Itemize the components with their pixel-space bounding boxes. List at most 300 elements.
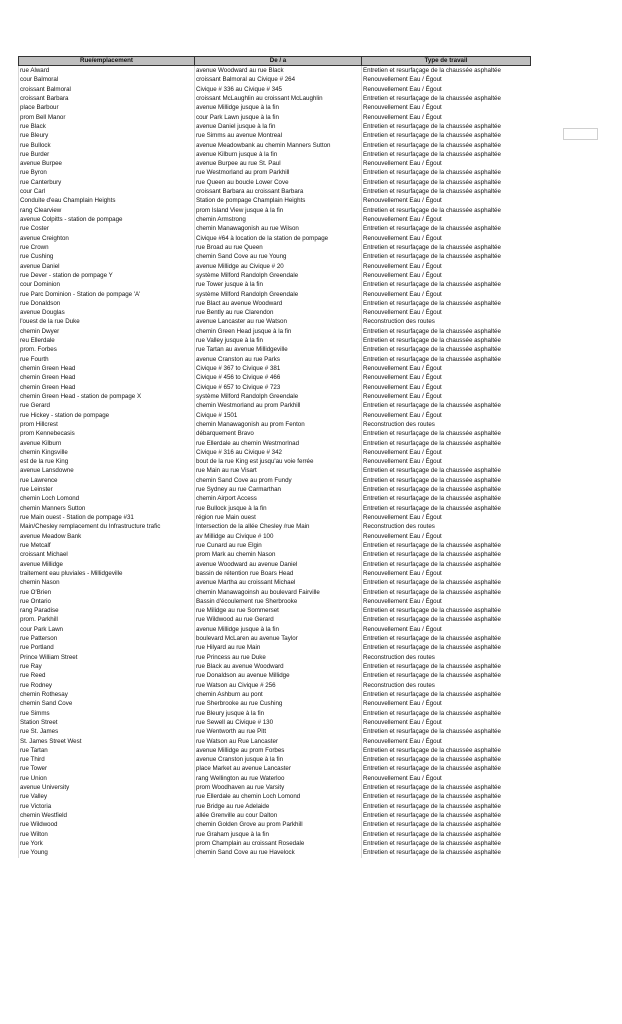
cell-from-to: rue Queen au boucle Lower Cove [195, 178, 362, 187]
table-row [19, 141, 531, 150]
cell-from-to: prom Woodhaven au rue Varsity [195, 783, 362, 792]
table-row [19, 85, 531, 94]
cell-street: chemin Dwyer [19, 327, 195, 336]
cell-work-type: Entretien et resurfaçage de la chaussée asphaltée [362, 150, 531, 159]
cell-from-to: bassin de rétention rue Boars Head [195, 569, 362, 578]
cell-street: rue Union [19, 774, 195, 783]
cell-street: rue Victoria [19, 802, 195, 811]
cell-work-type: Entretien et resurfaçage de la chaussée asphaltée [362, 550, 531, 559]
cell-work-type: Renouvellement Eau / Égout [362, 625, 531, 634]
cell-from-to: chemin Sand Cove au rue Havelock [195, 848, 362, 857]
cell-from-to: chemin Manawagonish au prom Fenton [195, 420, 362, 429]
cell-from-to: allée Grenville au cour Dalton [195, 811, 362, 820]
cell-work-type: Entretien et resurfaçage de la chaussée asphaltée [362, 439, 531, 448]
cell-street: rue Reed [19, 671, 195, 680]
cell-from-to: cour Park Lawn jusque à la fin [195, 113, 362, 122]
table-row [19, 103, 531, 112]
cell-work-type: Renouvellement Eau / Égout [362, 262, 531, 271]
table-row [19, 327, 531, 336]
cell-street: avenue Colpitts - station de pompage [19, 215, 195, 224]
cell-street: rue Coster [19, 224, 195, 233]
table-row [19, 466, 531, 475]
cell-street: rue Donaldson [19, 299, 195, 308]
cell-from-to: rue Sherbrooke au rue Cushing [195, 699, 362, 708]
cell-street: rue Byron [19, 168, 195, 177]
cell-work-type: Renouvellement Eau / Égout [362, 448, 531, 457]
cell-work-type: Entretien et resurfaçage de la chaussée asphaltée [362, 588, 531, 597]
cell-from-to: chemin Green Head jusque à la fin [195, 327, 362, 336]
cell-street: l'ouest de la rue Duke [19, 317, 195, 326]
cell-work-type: Entretien et resurfaçage de la chaussée asphaltée [362, 122, 531, 131]
cell-street: rue Parc Dominion - Station de pompage 'A' [19, 290, 195, 299]
cell-work-type: Reconstruction des routes [362, 317, 531, 326]
cell-street: prom. Parkhill [19, 615, 195, 624]
cell-from-to: avenue Martha au croissant Michael [195, 578, 362, 587]
cell-street: avenue Meadow Bank [19, 532, 195, 541]
cell-street: chemin Green Head [19, 364, 195, 373]
cell-street: rue Lawrence [19, 476, 195, 485]
cell-street: avenue Burpee [19, 159, 195, 168]
table-row [19, 448, 531, 457]
table-row [19, 560, 531, 569]
cell-from-to: système Milford Randolph Greendale [195, 290, 362, 299]
cell-from-to: rue Sewell au Civique # 130 [195, 718, 362, 727]
cell-street: avenue Douglas [19, 308, 195, 317]
table-row [19, 196, 531, 205]
table-row [19, 839, 531, 848]
cell-work-type: Renouvellement Eau / Égout [362, 75, 531, 84]
cell-work-type: Renouvellement Eau / Égout [362, 215, 531, 224]
cell-work-type: Entretien et resurfaçage de la chaussée asphaltée [362, 355, 531, 364]
table-row [19, 485, 531, 494]
table-row [19, 476, 531, 485]
cell-work-type: Renouvellement Eau / Égout [362, 699, 531, 708]
cell-street: rue St. James [19, 727, 195, 736]
table-row [19, 252, 531, 261]
table-row [19, 150, 531, 159]
cell-street: chemin Westfield [19, 811, 195, 820]
cell-from-to: rue Watson au Rue Lancaster [195, 737, 362, 746]
cell-work-type: Entretien et resurfaçage de la chaussée asphaltée [362, 727, 531, 736]
table-row [19, 457, 531, 466]
cell-street: croissant Balmoral [19, 85, 195, 94]
cell-street: Prince William Street [19, 653, 195, 662]
cell-street: chemin Green Head - station de pompage X [19, 392, 195, 401]
table-row [19, 215, 531, 224]
cell-from-to: rue Bently au rue Clarendon [195, 308, 362, 317]
table-row [19, 224, 531, 233]
cell-from-to: croissant Balmoral au Civique # 264 [195, 75, 362, 84]
cell-street: est de la rue King [19, 457, 195, 466]
table-row [19, 746, 531, 755]
cell-from-to: rue Ellerdale au chemin Westmorlnad [195, 439, 362, 448]
cell-street: rue Gerard [19, 401, 195, 410]
cell-from-to: rue Ellerdale au chemin Loch Lomond [195, 792, 362, 801]
cell-work-type: Entretien et resurfaçage de la chaussée asphaltée [362, 178, 531, 187]
cell-street: rue Portland [19, 643, 195, 652]
cell-street: avenue Daniel [19, 262, 195, 271]
cell-street: rue Patterson [19, 634, 195, 643]
table-row [19, 541, 531, 550]
cell-work-type: Entretien et resurfaçage de la chaussée asphaltée [362, 345, 531, 354]
cell-street: rue Young [19, 848, 195, 857]
table-row [19, 168, 531, 177]
table-row [19, 671, 531, 680]
cell-street: croissant Barbara [19, 94, 195, 103]
cell-street: rue Main ouest - Station de pompage #31 [19, 513, 195, 522]
cell-from-to: rue Tower jusque à la fin [195, 280, 362, 289]
table-row [19, 94, 531, 103]
table-row [19, 690, 531, 699]
cell-street: rue Leinster [19, 485, 195, 494]
cell-work-type: Renouvellement Eau / Égout [362, 234, 531, 243]
cell-street: rue Hickey - station de pompage [19, 411, 195, 420]
cell-work-type: Reconstruction des routes [362, 420, 531, 429]
column-header-street: Rue/emplacement [19, 57, 195, 66]
table-row [19, 308, 531, 317]
cell-work-type: Renouvellement Eau / Égout [362, 569, 531, 578]
cell-street: Main/Chesley remplacement du Infrastructure trafic [19, 522, 195, 531]
cell-work-type: Entretien et resurfaçage de la chaussée asphaltée [362, 643, 531, 652]
table-row [19, 588, 531, 597]
table-row [19, 513, 531, 522]
cell-from-to: région rue Main ouest [195, 513, 362, 522]
cell-work-type: Renouvellement Eau / Égout [362, 103, 531, 112]
cell-from-to: rue Simms au avenue Montreal [195, 131, 362, 140]
cell-work-type: Entretien et resurfaçage de la chaussée asphaltée [362, 336, 531, 345]
cell-from-to: avenue Woodward au rue Black [195, 66, 362, 76]
table-header [19, 57, 531, 66]
cell-from-to: rue Watson au Civique # 256 [195, 681, 362, 690]
cell-work-type: Entretien et resurfaçage de la chaussée asphaltée [362, 94, 531, 103]
table-row [19, 625, 531, 634]
table-row [19, 178, 531, 187]
cell-from-to: boulevard McLaren au avenue Taylor [195, 634, 362, 643]
cell-from-to: rue Bleury jusque à la fin [195, 709, 362, 718]
table-row [19, 66, 531, 76]
table-row [19, 113, 531, 122]
cell-street: St. James Street West [19, 737, 195, 746]
cell-work-type: Renouvellement Eau / Égout [362, 373, 531, 382]
cell-work-type: Entretien et resurfaçage de la chaussée asphaltée [362, 792, 531, 801]
cell-street: rue Tartan [19, 746, 195, 755]
table-row [19, 373, 531, 382]
table-row [19, 550, 531, 559]
cell-work-type: Entretien et resurfaçage de la chaussée asphaltée [362, 802, 531, 811]
cell-street: rue Alward [19, 66, 195, 76]
cell-street: rue Wildwood [19, 820, 195, 829]
cell-from-to: Civique # 367 to Civique # 381 [195, 364, 362, 373]
cell-street: rue Burder [19, 150, 195, 159]
cell-from-to: chemin Sand Cove au prom Fundy [195, 476, 362, 485]
table-row [19, 606, 531, 615]
cell-work-type: Entretien et resurfaçage de la chaussée asphaltée [362, 131, 531, 140]
cell-street: rang Clearview [19, 206, 195, 215]
cell-work-type: Entretien et resurfaçage de la chaussée asphaltée [362, 401, 531, 410]
cell-work-type: Reconstruction des routes [362, 681, 531, 690]
table-row [19, 522, 531, 531]
cell-from-to: avenue Cranston jusque à la fin [195, 755, 362, 764]
cell-from-to: avenue Millidge jusque à la fin [195, 103, 362, 112]
cell-work-type: Entretien et resurfaçage de la chaussée asphaltée [362, 634, 531, 643]
cell-street: rue Crown [19, 243, 195, 252]
table-row [19, 411, 531, 420]
cell-street: rue Tower [19, 764, 195, 773]
cell-from-to: rue Milidge au rue Sommerset [195, 606, 362, 615]
cell-from-to: rue Sydney au rue Carmarthan [195, 485, 362, 494]
cell-work-type: Entretien et resurfaçage de la chaussée asphaltée [362, 755, 531, 764]
cell-street: Station Street [19, 718, 195, 727]
table-row [19, 578, 531, 587]
cell-work-type: Reconstruction des routes [362, 653, 531, 662]
cell-street: chemin Nason [19, 578, 195, 587]
cell-from-to: avenue Lancaster au rue Watson [195, 317, 362, 326]
cell-from-to: rang Wellington au rue Waterloo [195, 774, 362, 783]
cell-work-type: Entretien et resurfaçage de la chaussée asphaltée [362, 280, 531, 289]
cell-from-to: rue Cunard au rue Elgin [195, 541, 362, 550]
cell-work-type: Renouvellement Eau / Égout [362, 411, 531, 420]
cell-work-type: Renouvellement Eau / Égout [362, 383, 531, 392]
cell-work-type: Entretien et resurfaçage de la chaussée asphaltée [362, 811, 531, 820]
cell-street: rue Wilton [19, 830, 195, 839]
cell-work-type: Entretien et resurfaçage de la chaussée asphaltée [362, 830, 531, 839]
cell-from-to: rue Valley jusque à la fin [195, 336, 362, 345]
cell-street: cour Balmoral [19, 75, 195, 84]
cell-from-to: système Milford Randolph Greendale [195, 271, 362, 280]
table-row [19, 299, 531, 308]
cell-work-type: Entretien et resurfaçage de la chaussée asphaltée [362, 606, 531, 615]
cell-street: rue Third [19, 755, 195, 764]
cell-street: rue Cushing [19, 252, 195, 261]
cell-work-type: Entretien et resurfaçage de la chaussée asphaltée [362, 168, 531, 177]
cell-from-to: rue Westmorland au prom Parkhill [195, 168, 362, 177]
cell-from-to: Civique #64 à location de la station de pompage [195, 234, 362, 243]
table-row [19, 355, 531, 364]
cell-street: rang Paradise [19, 606, 195, 615]
cell-from-to: rue Main au rue Visart [195, 466, 362, 475]
cell-from-to: Civique # 456 to Civique # 466 [195, 373, 362, 382]
cell-work-type: Entretien et resurfaçage de la chaussée asphaltée [362, 504, 531, 513]
cell-from-to: rue Graham jusque à la fin [195, 830, 362, 839]
cell-work-type: Renouvellement Eau / Égout [362, 159, 531, 168]
table-row [19, 792, 531, 801]
cell-work-type: Renouvellement Eau / Égout [362, 532, 531, 541]
cell-street: rue Dever - station de pompage Y [19, 271, 195, 280]
table-row [19, 429, 531, 438]
cell-work-type: Entretien et resurfaçage de la chaussée asphaltée [362, 494, 531, 503]
cell-from-to: prom Mark au chemin Nason [195, 550, 362, 559]
cell-from-to: chemin Sand Cove au rue Young [195, 252, 362, 261]
cell-work-type: Entretien et resurfaçage de la chaussée asphaltée [362, 485, 531, 494]
cell-from-to: rue Broad au rue Queen [195, 243, 362, 252]
cell-work-type: Renouvellement Eau / Égout [362, 392, 531, 401]
cell-work-type: Entretien et resurfaçage de la chaussée asphaltée [362, 560, 531, 569]
table-row [19, 802, 531, 811]
cell-work-type: Renouvellement Eau / Égout [362, 513, 531, 522]
table-row [19, 532, 531, 541]
table-row [19, 755, 531, 764]
cell-work-type: Entretien et resurfaçage de la chaussée asphaltée [362, 327, 531, 336]
cell-street: Conduite d'eau Champlain Heights [19, 196, 195, 205]
cell-work-type: Renouvellement Eau / Égout [362, 85, 531, 94]
table-row [19, 764, 531, 773]
work-schedule-table [18, 56, 531, 858]
cell-from-to: croissant Barbara au croissant Barbara [195, 187, 362, 196]
cell-from-to: avenue Woodward au avenue Daniel [195, 560, 362, 569]
cell-from-to: avenue Millidge jusque à la fin [195, 625, 362, 634]
cell-from-to: Station de pompage Champlain Heights [195, 196, 362, 205]
cell-street: rue Black [19, 122, 195, 131]
cell-street: rue Canterbury [19, 178, 195, 187]
cell-from-to: prom Champlain au croissant Rosedale [195, 839, 362, 848]
cell-from-to: Bassin d'écoulement rue Sherbrooke [195, 597, 362, 606]
cell-work-type: Entretien et resurfaçage de la chaussée asphaltée [362, 224, 531, 233]
cell-work-type: Renouvellement Eau / Égout [362, 597, 531, 606]
table-body [19, 66, 531, 858]
cell-from-to: rue Wentworth au rue Pitt [195, 727, 362, 736]
cell-work-type: Entretien et resurfaçage de la chaussée asphaltée [362, 541, 531, 550]
cell-street: chemin Sand Cove [19, 699, 195, 708]
table-row [19, 364, 531, 373]
cell-from-to: chemin Ashburn au pont [195, 690, 362, 699]
cell-work-type: Entretien et resurfaçage de la chaussée asphaltée [362, 615, 531, 624]
table-row [19, 280, 531, 289]
cell-work-type: Renouvellement Eau / Égout [362, 364, 531, 373]
cell-from-to: chemin Airport Access [195, 494, 362, 503]
cell-from-to: avenue Daniel jusque à la fin [195, 122, 362, 131]
cell-street: cour Park Lawn [19, 625, 195, 634]
cell-street: rue York [19, 839, 195, 848]
cell-work-type: Renouvellement Eau / Égout [362, 718, 531, 727]
table-row [19, 317, 531, 326]
cell-street: chemin Kingsville [19, 448, 195, 457]
table-row [19, 131, 531, 140]
cell-from-to: rue Princess au rue Duke [195, 653, 362, 662]
table-row [19, 811, 531, 820]
cell-from-to: Civique # 1501 [195, 411, 362, 420]
cell-from-to: rue Bridge au rue Adelaide [195, 802, 362, 811]
cell-work-type: Entretien et resurfaçage de la chaussée asphaltée [362, 141, 531, 150]
cell-work-type: Entretien et resurfaçage de la chaussée asphaltée [362, 578, 531, 587]
cell-from-to: avenue Burpee au rue St. Paul [195, 159, 362, 168]
cell-street: avenue University [19, 783, 195, 792]
cell-from-to: avenue Kilburn jusque à la fin [195, 150, 362, 159]
table-row [19, 383, 531, 392]
table-row [19, 727, 531, 736]
table-row [19, 290, 531, 299]
cell-work-type: Renouvellement Eau / Égout [362, 196, 531, 205]
cell-street: chemin Rothesay [19, 690, 195, 699]
table-row [19, 718, 531, 727]
table-row [19, 615, 531, 624]
cell-work-type: Renouvellement Eau / Égout [362, 737, 531, 746]
cell-work-type: Entretien et resurfaçage de la chaussée asphaltée [362, 764, 531, 773]
table-row [19, 187, 531, 196]
cell-from-to: place Market au avenue Lancaster [195, 764, 362, 773]
cell-work-type: Renouvellement Eau / Égout [362, 457, 531, 466]
cell-from-to: av Millidge au Civique # 100 [195, 532, 362, 541]
table-row [19, 206, 531, 215]
cell-work-type: Entretien et resurfaçage de la chaussée asphaltée [362, 848, 531, 857]
cell-from-to: croissant McLaughlin au croissant McLaughlin [195, 94, 362, 103]
cell-street: chemin Manners Sutton [19, 504, 195, 513]
cell-from-to: rue Tartan au avenue Millidgeville [195, 345, 362, 354]
table-row [19, 271, 531, 280]
cell-street: avenue Kilburn [19, 439, 195, 448]
cell-street: avenue Millidge [19, 560, 195, 569]
table-row [19, 783, 531, 792]
cell-work-type: Entretien et resurfaçage de la chaussée asphaltée [362, 466, 531, 475]
table-row [19, 401, 531, 410]
cell-from-to: rue Donaldson au avenue Millidge [195, 671, 362, 680]
table-row [19, 75, 531, 84]
cell-street: rue Ontario [19, 597, 195, 606]
cell-street: avenue Creighton [19, 234, 195, 243]
table-row [19, 420, 531, 429]
cell-street: rue Bleury [19, 131, 195, 140]
empty-cell-outline [563, 128, 598, 140]
cell-work-type: Renouvellement Eau / Égout [362, 774, 531, 783]
cell-work-type: Entretien et resurfaçage de la chaussée asphaltée [362, 66, 531, 76]
header-row [19, 57, 531, 66]
cell-work-type: Renouvellement Eau / Égout [362, 290, 531, 299]
table-row [19, 653, 531, 662]
cell-from-to: avenue Meadowbank au chemin Manners Sutton [195, 141, 362, 150]
cell-street: prom Bell Manor [19, 113, 195, 122]
table-row [19, 243, 531, 252]
cell-work-type: Entretien et resurfaçage de la chaussée asphaltée [362, 746, 531, 755]
cell-from-to: rue Wildwood au rue Gerard [195, 615, 362, 624]
cell-from-to: avenue Millidge au prom Forbes [195, 746, 362, 755]
cell-from-to: prom Island View jusque à la fin [195, 206, 362, 215]
cell-street: prom Kennebecasis [19, 429, 195, 438]
cell-work-type: Entretien et resurfaçage de la chaussée asphaltée [362, 671, 531, 680]
table-row [19, 737, 531, 746]
cell-from-to: Civique # 336 au Civique # 345 [195, 85, 362, 94]
cell-work-type: Entretien et resurfaçage de la chaussée asphaltée [362, 243, 531, 252]
cell-street: place Barbour [19, 103, 195, 112]
cell-street: rue O'Brien [19, 588, 195, 597]
table-row [19, 392, 531, 401]
table-row [19, 504, 531, 513]
cell-work-type: Entretien et resurfaçage de la chaussée asphaltée [362, 187, 531, 196]
table-row [19, 122, 531, 131]
table-row [19, 774, 531, 783]
cell-from-to: chemin Golden Grove au prom Parkhill [195, 820, 362, 829]
table-row [19, 494, 531, 503]
cell-from-to: Intersection de la allée Chesley /rue Main [195, 522, 362, 531]
cell-street: prom Hillcrest [19, 420, 195, 429]
cell-street: chemin Loch Lomond [19, 494, 195, 503]
table-row [19, 634, 531, 643]
table-row [19, 569, 531, 578]
table-row [19, 159, 531, 168]
table-row [19, 597, 531, 606]
table-row [19, 643, 531, 652]
table-row [19, 336, 531, 345]
cell-from-to: système Milford Randolph Greendale [195, 392, 362, 401]
cell-work-type: Entretien et resurfaçage de la chaussée asphaltée [362, 690, 531, 699]
cell-street: rue Metcalf [19, 541, 195, 550]
cell-street: traitement eau pluviales - Millidgeville [19, 569, 195, 578]
cell-street: croissant Michael [19, 550, 195, 559]
cell-street: rue Ray [19, 662, 195, 671]
table-row [19, 709, 531, 718]
cell-work-type: Renouvellement Eau / Égout [362, 113, 531, 122]
cell-street: avenue Lansdowne [19, 466, 195, 475]
cell-work-type: Entretien et resurfaçage de la chaussée asphaltée [362, 783, 531, 792]
cell-work-type: Entretien et resurfaçage de la chaussée asphaltée [362, 839, 531, 848]
